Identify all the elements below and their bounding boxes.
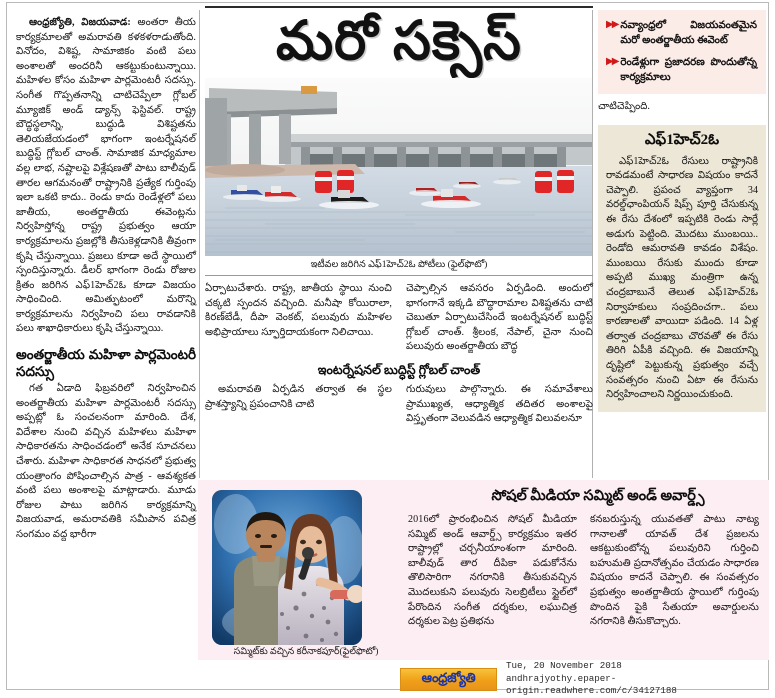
summit-heading: సోషల్ మీడియా సమ్మిట్ అండ్ అవార్డ్స్	[491, 488, 705, 504]
social-media-summit-section	[198, 480, 769, 660]
summit-photo-caption: సమ్మిట్‌కు వచ్చిన కరీనాకపూర్(ఫైల్‌ఫొటో)	[233, 647, 379, 657]
highlight-bullets-box	[598, 10, 766, 94]
center-col2-text: చెప్పాల్సిన ఆవసరం ఏర్పడింది. అందులో భాగంగానే ఇక్కడి బౌద్ధారామాల విశిష్టతను చాటి చెబుతూ ఏర్పాటుచేసిందే ఇంటర్నేషనల్ బుద్ధిస్ట్ గ్లోబల్ చాంత్. శ్రీలంక, నేపాల్, చైనా నుంచి పలువురు అంతర్జాతీయ బౌద్ధ	[406, 283, 593, 353]
double-arrow-icon: ▶▶	[606, 56, 618, 67]
main-photo-graphic	[205, 78, 592, 256]
center-text-columns	[205, 282, 593, 355]
page-right-rail	[769, 0, 775, 698]
logo-text: ఆంధ్రజ్యోతి	[421, 669, 476, 685]
summit-photo-graphic	[212, 490, 362, 645]
andhrajyothy-logo[interactable]	[400, 668, 497, 691]
summit-photo-kareena-kapoor	[212, 490, 362, 645]
main-photo-f1h2o-race	[205, 78, 592, 256]
column-separator-left	[199, 10, 200, 478]
summit-text-columns	[408, 513, 760, 630]
center-col-1	[205, 282, 392, 355]
left-subheading: అంతర్జాతీయ మహిళా పార్లమెంటరీ సదస్సు	[16, 347, 196, 380]
left-column	[16, 16, 196, 664]
page-footer	[400, 660, 766, 697]
page-headline: మరో సక్సెస్	[276, 11, 522, 71]
left-section-body: గత ఏడాది ఫిబ్రవరిలో నిర్వహించిన అంతర్జాతీయ మహిళా పార్లమెంటరీ సదస్సు అప్పట్లో ఓ సంచలనంగా మారింది. దేశ, విదేశాల నుంచి వచ్చిన మహిళలు మహిళా సాధికారతను సాధించడంలో అనేక సూచనలు చేశారు. మహిళా సాధికారత సాధనలో ప్రభుత్వ యంత్రాంగం పోషించాల్సిన పాత్ర - ఆవశ్యకత వంటి పలు అంశాలపై మాట్లాడారు. మూడు రోజుల పాటు జరిగిన కార్యక్రమాన్ని విజయవాడ, అమరావతికి సమీపాన పవిత్ర సంగమం వద్ద భారీగా	[16, 383, 196, 540]
summit-col-1	[408, 513, 577, 630]
center-col2b-text: గురువులు పాల్గొన్నారు. ఈ సమావేశాలు ప్రాముఖ్యత, ఆధ్యాత్మిక తదితర అంశాలపై విస్తృతంగా వెలువడిన ఆధ్యాత్మిక విలువలనూ	[406, 383, 593, 425]
center-col1b-text: అమరావతి ఏర్పడిన తర్వాత ఈ స్థల ప్రాశస్త్యాన్ని ప్రపంచానికి చాటి	[205, 383, 392, 410]
center-col-2b	[406, 383, 593, 427]
center-col-2	[406, 282, 593, 355]
right-column	[598, 10, 766, 412]
left-lead-text: అంతరా తీయ కార్యక్రమాలతో అమరావతి కళకళరాడుతోంది. వినోదం, విశిష్ట, సామాజికం వంటి పలు అంశాలతో అందరినీ ఆకట్టుకుంటున్నాయి. మహిళల కోసం మహిళా పార్లమెంటరీ సదస్సు. సంగీత గొప్పతనాన్ని చాటిచెప్పేలా గ్లోబల్ మ్యూజిక్ అండ్ డ్యాన్స్ ఫెస్టివల్. రాష్ట్ర బౌద్ధస్థలాన్ని, బుద్ధుడి విశిష్టతను తెలియజేయడంలో భాగంగా ఇంటర్నేషనల్ బుద్ధిస్ట్ గ్లోబల్ చాంత్. సామాజిక మాధ్యమాల వల్ల లాభ, నష్టాలపై విశ్లేషణతో పాటు బాలీవుడ్ తారల ఆగమనంతో రాష్ట్రానికి ప్రత్యేక గుర్తింపు ఇలా ఒకటి కాదు.. రెండు కాదు రెండేళ్లలో పలు జాతీయ, అంతర్జాతీయ ఈవెంట్లను నిర్వహిస్తోన్న రాష్ట్ర ప్రభుత్వం ఆయా కార్యక్రమాలను ప్రజల్లోకి తీసుకెళ్లడానికి తీవ్రంగా కృషి చేస్తున్నాయి. ప్రజలు కూడా అదే స్థాయిలో స్పందిస్తున్నారు. డీలర్ భాగంగా రెండు రోజుల క్రితం జరిగిన ఎఫ్1హెచ్2ఓ కూడా విజయం సాధించింది. అమిత్ఫుటంలో మరొన్ని కార్యక్రమాలను నిర్వహించి పలు రావడానికి పలు శాఖాధికారులు కృషి చేస్తున్నాయి.	[16, 17, 197, 335]
footer-date: Tue, 20 November 2018	[506, 660, 622, 672]
f1h2o-body: ఎఫ్1హెచ్2ఓ రేసులు రాష్ట్రానికి రావడమంటే సాధారణ విషయం కాదనే చెప్పాలి. ప్రపంచ వ్యాప్తంగా 34 వరల్డ్‌ఛాంపియన్ షిప్స్ పూర్తి చేసుకున్న ఈ రేసు దేశంలో ఇప్పటికి రెండు సార్లే అడుగు పెట్టింది. మొదటు ముంబయి.. రెండోది ఆమరావతి కావడం విశేషం. ముంబయి రేసుకు ముందు కూడా అప్పటి ముఖ్య మంత్రిగా ఉన్న చంద్రబాబునే తెలుత ఎఫ్1హెచ్2ఓ నిర్వాహకులు సంప్రదించగా.. పలు కారణాలతో వాయిదా పడింది. 14 ఏళ్ల తర్వాత చంద్రబాబు చొరవతో ఈ రేసు తిరిగి ఏపీకి వచ్చింది. ఈ విజయాన్ని దృష్టిలో పెట్టుకున్న ప్రభుత్వం వచ్చే సంవత్సరం నుంచి ఏటా ఈ రేసును నిర్వహించాలని నిర్ణయించుకుంది.	[606, 155, 758, 401]
f1h2o-heading: ఎఫ్1హెచ్2ఓ	[644, 131, 720, 148]
bullet-item	[606, 55, 757, 85]
main-photo-caption: ఇటీవల జరిగిన ఎఫ్1హెచ్2ఓ పోటీలు (ఫైల్‌ఫొటో)	[205, 256, 593, 276]
top-rule	[205, 6, 593, 8]
summit-col-2	[590, 513, 759, 630]
summit-col2-text: కనబరుస్తున్న యువతతో పాటు నాట్య గానాలతో యావత్ దేశ ప్రజలను ఆకట్టుకుంటోన్న పలువురిని గుర్తించి బహుమతి ప్రదానోత్సవం చేయడం సాధారణ విషయం కాదనే చెప్పాలి. ఈ సంవత్సరం ప్రభుత్వం అంతర్జాతీయ స్థాయిలో గుర్తింపు పొందిన పైకి సేతుయా అవార్డులను నగరానికి తీసుకొచ్చారు.	[590, 514, 759, 628]
bullet-text-2: రెండేళ్లుగా ప్రజాదరణ పొందుతోన్న కార్యక్రమాలు	[620, 57, 757, 83]
double-arrow-icon: ▶▶	[606, 19, 618, 30]
dateline: ఆంధ్రజ్యోతి, విజయవాడ:	[29, 17, 131, 28]
bullet-text-1: నవ్యాంధ్రలో విజయవంతమైన మరో అంతర్జాతీయ ఈవెంట్	[620, 20, 757, 46]
bullet-item	[606, 18, 757, 48]
footer-url[interactable]: andhrajyothy.epaper-origin.readwhere.com/c/34127188	[506, 672, 677, 697]
center-col-1b	[205, 383, 392, 427]
right-tail-text: చాటిచెప్పింది.	[598, 101, 650, 112]
f1h2o-box	[598, 125, 766, 412]
footer-metadata	[506, 660, 766, 698]
left-lead-paragraph	[16, 16, 196, 337]
center-text-columns-2	[205, 383, 593, 427]
center-col1-text: ఏర్పాటుచేశారు. రాష్ట్ర, జాతీయ స్థాయి నుంచి చక్కటి స్పందన వచ్చింది. మనీషా కోయిరాలా, కిరణ్‌బేడీ, దీపా వెంకట్, పలువురు మహిళల అభిప్రాయాలు స్ఫూర్తిదాయకంగా నిలిచాయి.	[205, 283, 392, 338]
summit-col1-text: 2016లో ప్రారంభించిన సోషల్ మీడియా సమ్మిట్ అండ్ ఆవార్డ్స్ కార్యక్రమం ఇతర రాష్ట్రాల్లో చర్చనీయాంశంగా మారింది. బాలీవుడ్ తార దీపికా పడుకోనేను తొలిసారిగా నగరానికి తీసుకువచ్చిన మొదలుకుని పలువురు సెలబ్రిటీలు స్టైల్‌లో పేరొందిన సంగీత దర్శకుల, లఘుచిత్ర దర్శకుల పెట్ర ప్రతిభను	[408, 514, 577, 628]
center-subheading: ఇంటర్నేషనల్ బుద్ధిస్ట్ గ్లోబల్ చాంత్	[317, 362, 481, 377]
